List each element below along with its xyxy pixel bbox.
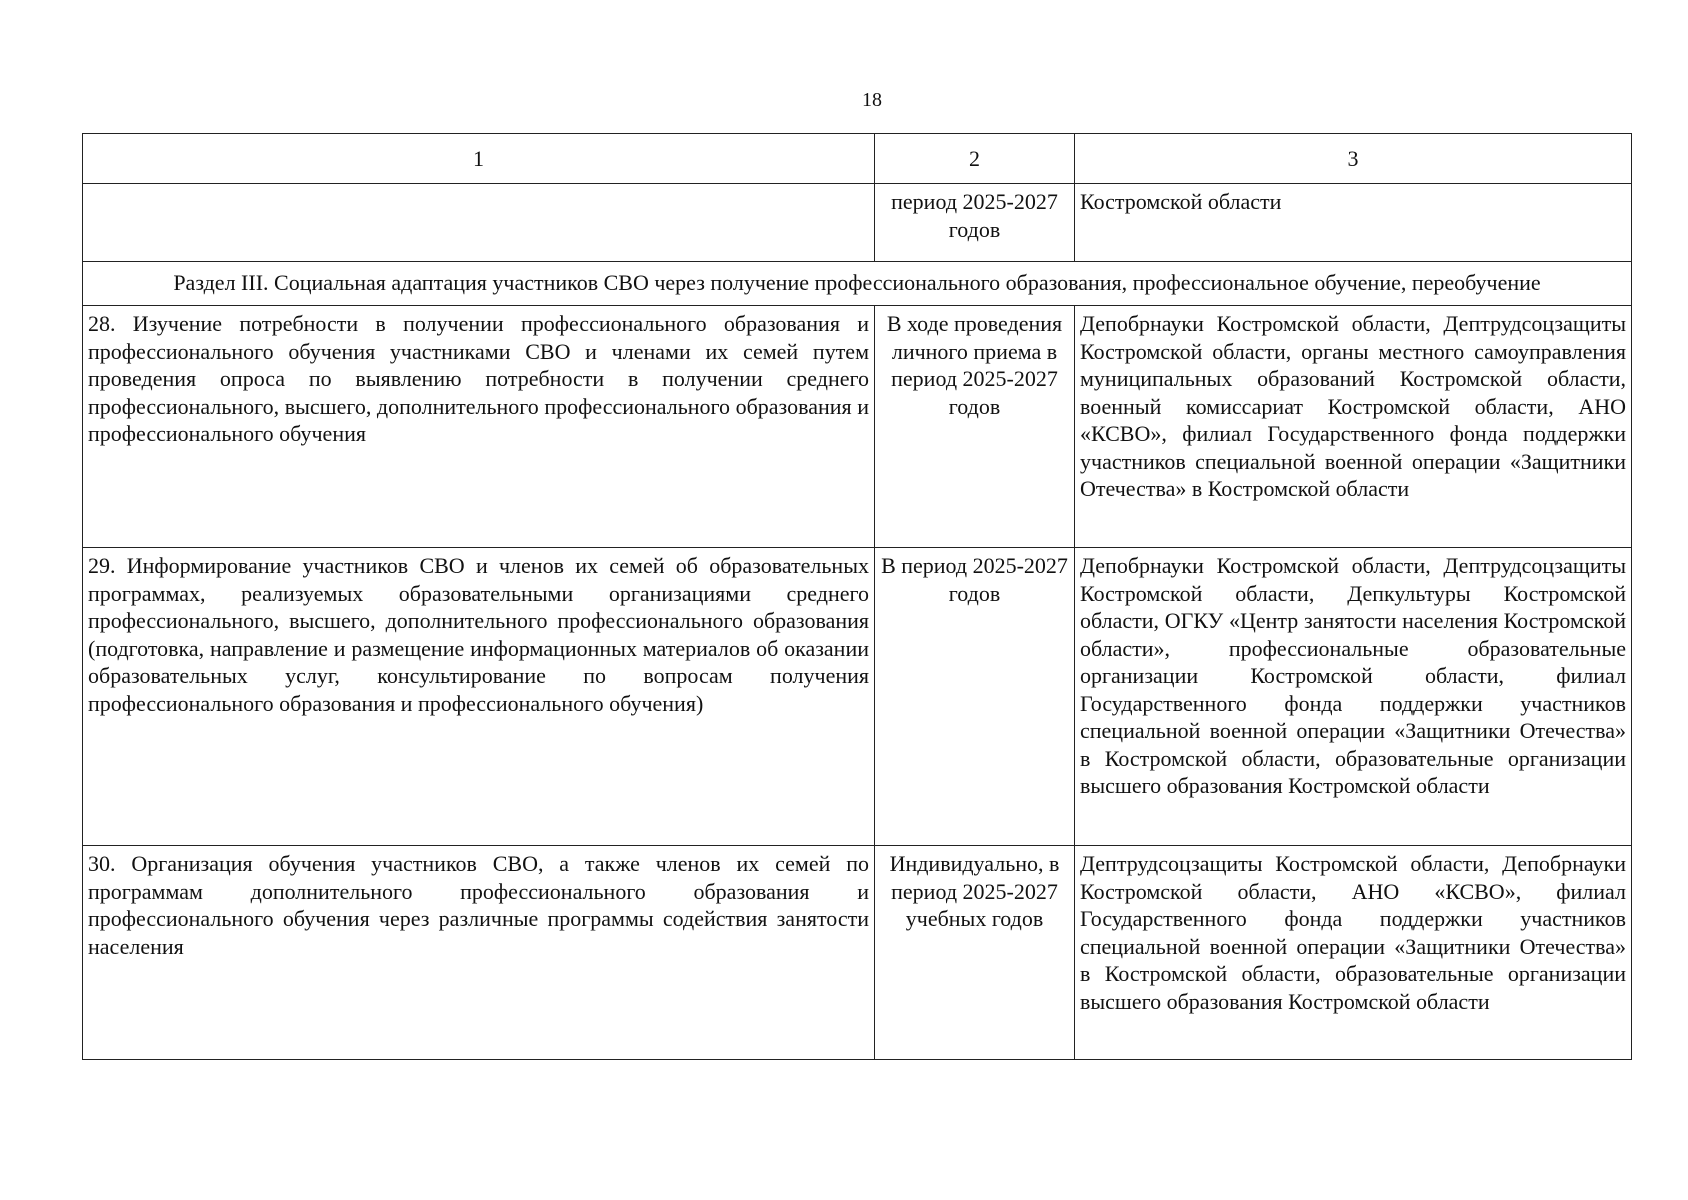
table-row	[83, 306, 1632, 548]
responsible-cell: Депобрнауки Костромской области, Дептрудсоцзащиты Костромской области, Депкультуры Костромской области, ОГКУ «Центр занятости населения Костромской области», профессиональные образовательные организации Костромской области, филиал Государственного фонда поддержки участников специальной военной операции «Защитники Отечества» в Костромской области, образовательные организации высшего образования Костромской области	[1075, 548, 1632, 846]
deadline-cell: В период 2025-2027 годов	[875, 548, 1075, 846]
responsible-cell: Дептрудсоцзащиты Костромской области, Депобрнауки Костромской области, АНО «КСВО», филиал Государственного фонда поддержки участников специальной военной операции «Защитники Отечества» в Костромской области, образовательные организации высшего образования Костромской области	[1075, 846, 1632, 1060]
continuation-deadline-cell: период 2025-2027 годов	[875, 184, 1075, 262]
measure-cell: 28. Изучение потребности в получении профессионального образования и профессионального обучения участниками СВО и членами их семей путем проведения опроса по выявлению потребности в получении среднего профессионального, высшего, дополнительного профессионального образования и профессионального обучения	[83, 306, 875, 548]
continuation-measure-cell	[83, 184, 875, 262]
measure-cell: 30. Организация обучения участников СВО, а также членов их семей по программам дополнительного профессионального образования и профессионального обучения через различные программы содействия занятости населения	[83, 846, 875, 1060]
table-header-row	[83, 134, 1632, 184]
column-header-1: 1	[83, 134, 875, 184]
table-row	[83, 548, 1632, 846]
continuation-row	[83, 184, 1632, 262]
deadline-cell: В ходе проведения личного приема в период 2025-2027 годов	[875, 306, 1075, 548]
deadline-cell: Индивидуально, в период 2025-2027 учебных годов	[875, 846, 1075, 1060]
column-header-2: 2	[875, 134, 1075, 184]
measures-table	[82, 133, 1632, 1060]
measure-cell: 29. Информирование участников СВО и членов их семей об образовательных программах, реализуемых образовательными организациями среднего профессионального, высшего, дополнительного профессионального образования (подготовка, направление и размещение информационных материалов об оказании образовательных услуг, консультирование по вопросам получения профессионального образования и профессионального обучения)	[83, 548, 875, 846]
section-row	[83, 262, 1632, 306]
page-number: 18	[862, 89, 882, 111]
section-title: Раздел III. Социальная адаптация участников СВО через получение профессионального образования, профессиональное обучение, переобучение	[83, 262, 1632, 306]
table-row	[83, 846, 1632, 1060]
column-header-3: 3	[1075, 134, 1632, 184]
continuation-responsible-cell: Костромской области	[1075, 184, 1632, 262]
responsible-cell: Депобрнауки Костромской области, Дептрудсоцзащиты Костромской области, органы местного самоуправления муниципальных образований Костромской области, военный комиссариат Костромской области, АНО «КСВО», филиал Государственного фонда поддержки участников специальной военной операции «Защитники Отечества» в Костромской области	[1075, 306, 1632, 548]
